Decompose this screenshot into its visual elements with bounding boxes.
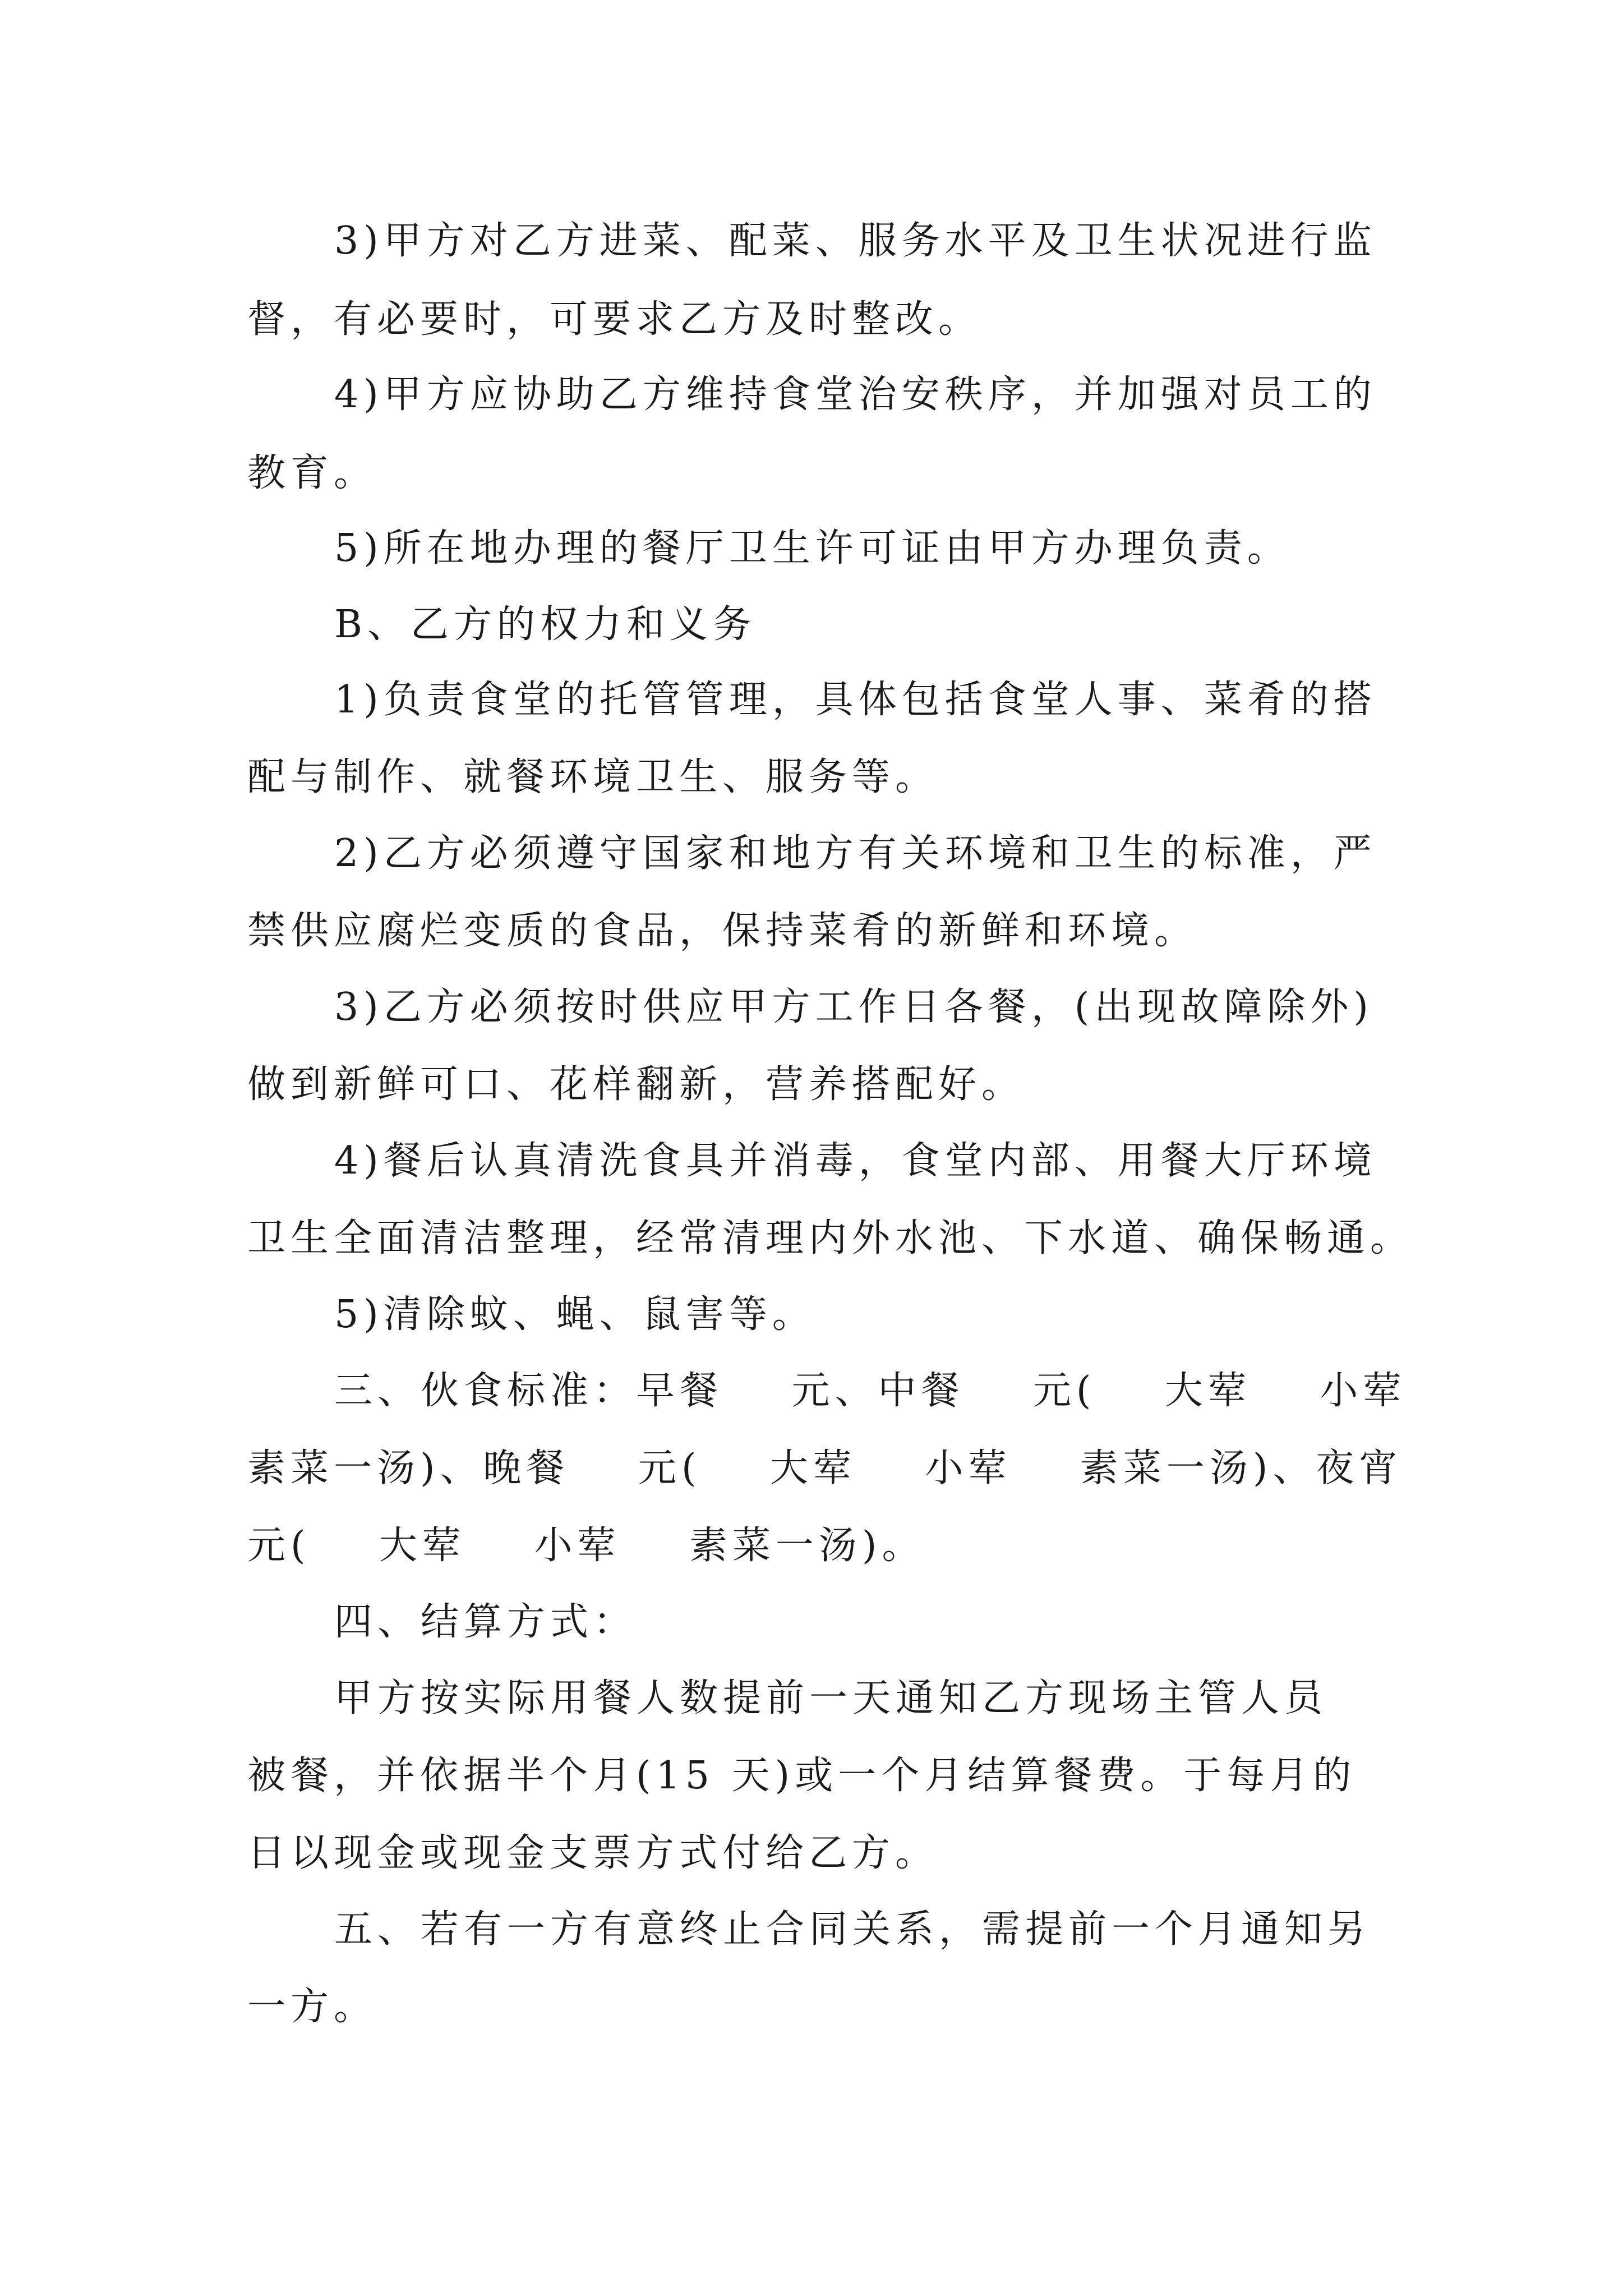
- text-line: 三、伙食标准：早餐 元、中餐 元( 大荤 小荤: [334, 1369, 1407, 1413]
- text-line: 督，有必要时，可要求乙方及时整改。: [247, 297, 982, 342]
- text-line: 5)所在地办理的餐厅卫生许可证由甲方办理负责。: [334, 526, 1290, 570]
- text-line: 3)甲方对乙方进菜、配菜、服务水平及卫生状况进行监: [334, 219, 1377, 263]
- text-line: 1)负责食堂的托管管理，具体包括食堂人事、菜肴的搭: [334, 678, 1377, 722]
- text-line: 4)餐后认真清洗食具并消毒，食堂内部、用餐大厅环境: [334, 1139, 1377, 1183]
- text-line: 五、若有一方有意终止合同关系，需提前一个月通知另: [334, 1907, 1371, 1952]
- text-line: 一方。: [247, 1985, 377, 2029]
- text-line: 甲方按实际用餐人数提前一天通知乙方现场主管人员: [334, 1676, 1328, 1720]
- text-line: B、乙方的权力和义务: [334, 602, 756, 647]
- text-line: 日以现金或现金支票方式付给乙方。: [247, 1831, 939, 1875]
- text-line: 卫生全面清洁整理，经常清理内外水池、下水道、确保畅通。: [247, 1216, 1414, 1260]
- text-line: 4)甲方应协助乙方维持食堂治安秩序，并加强对员工的: [334, 372, 1377, 417]
- text-line: 5)清除蚊、蝇、鼠害等。: [334, 1292, 815, 1337]
- text-line: 做到新鲜可口、花样翻新，营养搭配好。: [247, 1062, 1025, 1107]
- text-line: 教育。: [247, 451, 377, 495]
- text-line: 禁供应腐烂变质的食品，保持菜肴的新鲜和环境。: [247, 909, 1198, 953]
- text-line: 3)乙方必须按时供应甲方工作日各餐，(出现故障除外): [334, 985, 1373, 1029]
- text-line: 素菜一汤)、晚餐 元( 大荤 小荤 素菜一汤)、夜宵: [247, 1446, 1403, 1490]
- text-line: 被餐，并依据半个月(15 天)或一个月结算餐费。于每月的: [247, 1754, 1357, 1798]
- text-line: 2)乙方必须遵守国家和地方有关环境和卫生的标准，严: [334, 831, 1377, 876]
- text-line: 配与制作、就餐环境卫生、服务等。: [247, 755, 939, 799]
- text-line: 四、结算方式：: [334, 1600, 637, 1644]
- text-line: 元( 大荤 小荤 素菜一汤)。: [247, 1524, 925, 1568]
